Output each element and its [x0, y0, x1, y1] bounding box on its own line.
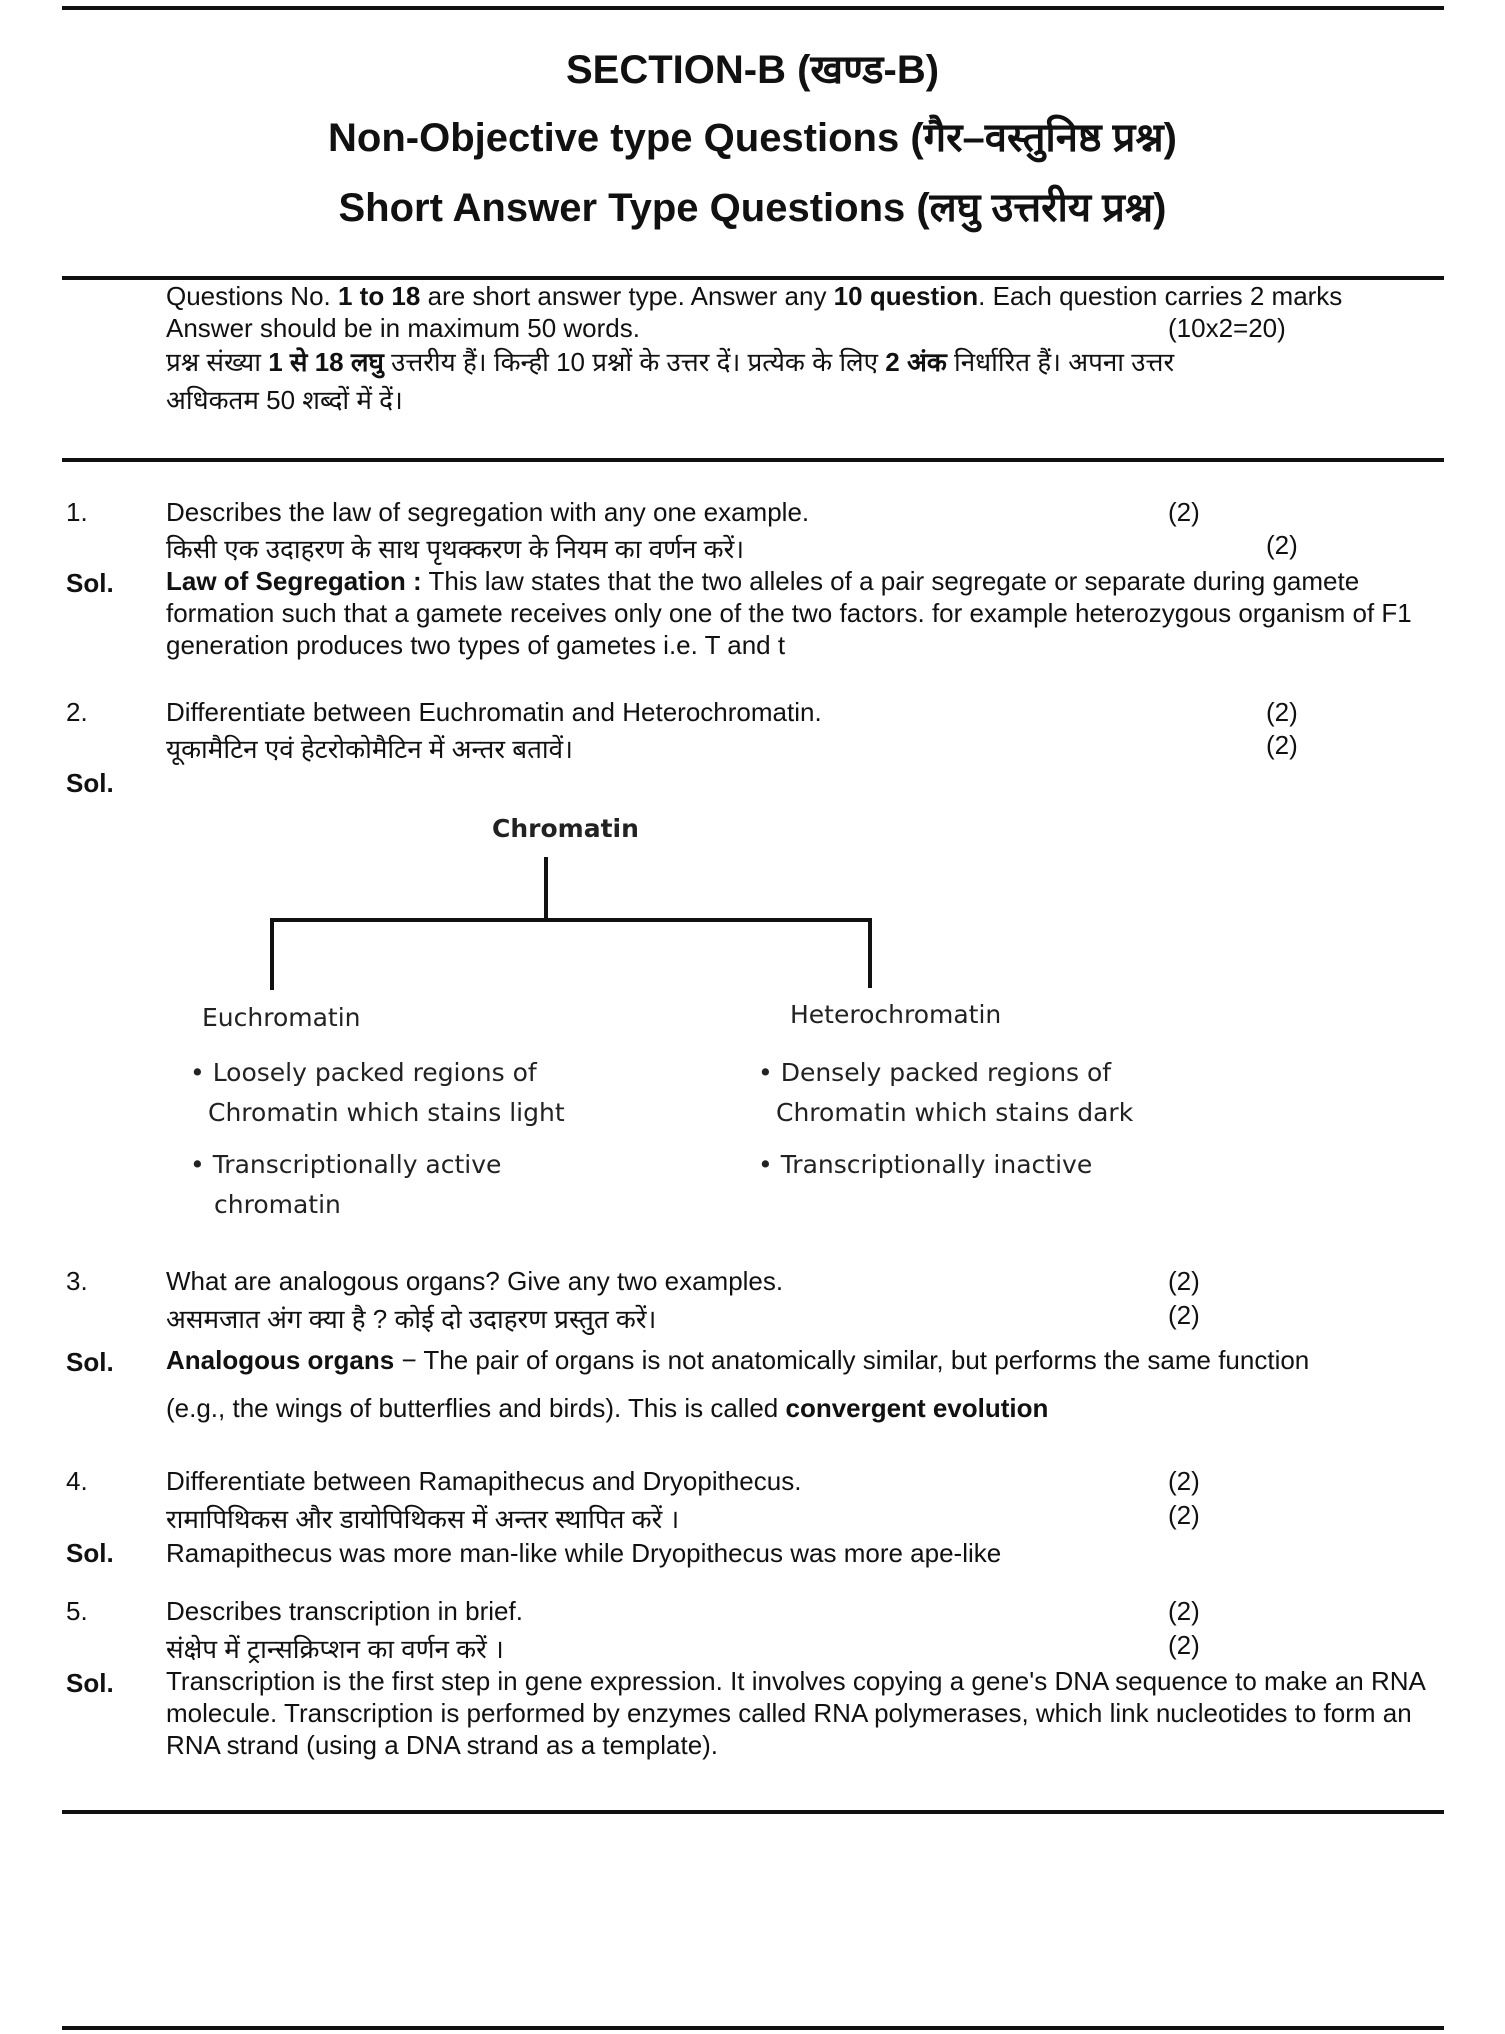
- q3-sol-label: Sol.: [66, 1347, 114, 1377]
- q5-solution: Transcription is the first step in gene expression. It involves copying a gene's DNA sequence to make an RNA molecule. Transcription is performed by enzymes called RNA polymerases, which link nucleotides to form an RNA strand (using a DNA strand as a template).: [166, 1666, 1425, 1760]
- q1-mark-en: (2): [1168, 497, 1200, 527]
- diagram-left-bullet1-line1: • Loosely packed regions of: [190, 1058, 537, 1087]
- q4-mark-hi: (2): [1168, 1500, 1200, 1530]
- q3-mark-en: (2): [1168, 1266, 1200, 1296]
- q2-sol-label: Sol.: [66, 768, 114, 798]
- q3-text-hi: असमजात अंग क्या है ? कोई दो उदाहरण प्रस्तुत करें।: [166, 1304, 657, 1334]
- end-rule: [62, 1810, 1444, 1814]
- q3-solution-line2: (e.g., the wings of butterflies and birds). This is called convergent evolution: [166, 1393, 1049, 1423]
- q5-mark-hi: (2): [1168, 1630, 1200, 1660]
- diagram-left-title: Euchromatin: [202, 1003, 361, 1032]
- q5-text-en: Describes transcription in brief.: [166, 1596, 523, 1626]
- instruction-en-line2: Answer should be in maximum 50 words.: [166, 313, 640, 343]
- q4-mark-en: (2): [1168, 1466, 1200, 1496]
- instruction-hi-line1: प्रश्न संख्या 1 से 18 लघु उत्तरीय हैं। किन्ही 10 प्रश्नों के उत्तर दें। प्रत्येक के लिए 2 अंक निर्धारित हैं। अपना उत्तर: [166, 347, 1175, 377]
- q1-sol-label: Sol.: [66, 568, 114, 598]
- q1-mark-hi: (2): [1266, 530, 1298, 560]
- q5-text-hi: संक्षेप में ट्रान्सक्रिप्शन का वर्णन करें ।: [166, 1634, 504, 1664]
- q3-solution-line1: Analogous organs − The pair of organs is not anatomically similar, but performs the same function: [166, 1345, 1310, 1375]
- diagram-right-bullet1-line2: Chromatin which stains dark: [776, 1098, 1134, 1127]
- q5-mark-en: (2): [1168, 1596, 1200, 1626]
- diagram-right-bullet2-line1: • Transcriptionally inactive: [758, 1150, 1093, 1179]
- diagram-left-bullet2-line1: • Transcriptionally active: [190, 1150, 502, 1179]
- top-rule: [62, 6, 1444, 10]
- diagram-left-bullet1-line2: Chromatin which stains light: [208, 1098, 565, 1127]
- q1-text-en: Describes the law of segregation with any one example.: [166, 497, 810, 527]
- q3-mark-hi: (2): [1168, 1300, 1200, 1330]
- instruction-rule: [62, 458, 1444, 462]
- q1-solution: Law of Segregation : This law states that the two alleles of a pair segregate or separate during gamete formation such that a gamete receives only one of the two factors. for example heterozygous organism of F1 generation produces two types of gametes i.e. T and t: [166, 566, 1412, 660]
- question-type-title: Non-Objective type Questions (गैर–वस्तुनिष्ठ प्रश्न): [328, 116, 1177, 160]
- instruction-marks-total: (10x2=20): [1168, 313, 1286, 343]
- diagram-root-label: Chromatin: [492, 814, 639, 843]
- section-title: SECTION-B (खण्ड-B): [565, 48, 940, 92]
- q2-number: 2.: [66, 697, 88, 727]
- q2-text-en: Differentiate between Euchromatin and Heterochromatin.: [166, 697, 822, 727]
- instruction-hi-line2: अधिकतम 50 शब्दों में दें।: [166, 385, 403, 415]
- q4-text-hi: रामापिथिकस और डायोपिथिकस में अन्तर स्थापित करें ।: [166, 1504, 680, 1534]
- question-subtype-title: Short Answer Type Questions (लघु उत्तरीय प्रश्न): [338, 186, 1167, 230]
- q3-number: 3.: [66, 1266, 88, 1296]
- q4-solution: Ramapithecus was more man-like while Dryopithecus was more ape-like: [166, 1538, 1002, 1568]
- q5-number: 5.: [66, 1596, 88, 1626]
- bottom-rule: [62, 2026, 1444, 2030]
- diagram-right-title: Heterochromatin: [790, 1000, 1002, 1029]
- q1-number: 1.: [66, 497, 88, 527]
- q2-text-hi: यूकामैटिन एवं हेटरोकोमैटिन में अन्तर बतावें।: [166, 734, 573, 764]
- q5-sol-label: Sol.: [66, 1668, 114, 1698]
- q4-text-en: Differentiate between Ramapithecus and Dryopithecus.: [166, 1466, 802, 1496]
- diagram-right-bullet1-line1: • Densely packed regions of: [758, 1058, 1112, 1087]
- instruction-en-line1: Questions No. 1 to 18 are short answer type. Answer any 10 question. Each question carries 2 marks: [166, 281, 1343, 311]
- q1-text-hi: किसी एक उदाहरण के साथ पृथक्करण के नियम का वर्णन करें।: [166, 534, 745, 564]
- q4-number: 4.: [66, 1466, 88, 1496]
- q2-mark-en: (2): [1266, 697, 1298, 727]
- q2-mark-hi: (2): [1266, 730, 1298, 760]
- q3-text-en: What are analogous organs? Give any two examples.: [166, 1266, 784, 1296]
- diagram-left-bullet2-line2: chromatin: [214, 1190, 341, 1219]
- q4-sol-label: Sol.: [66, 1538, 114, 1568]
